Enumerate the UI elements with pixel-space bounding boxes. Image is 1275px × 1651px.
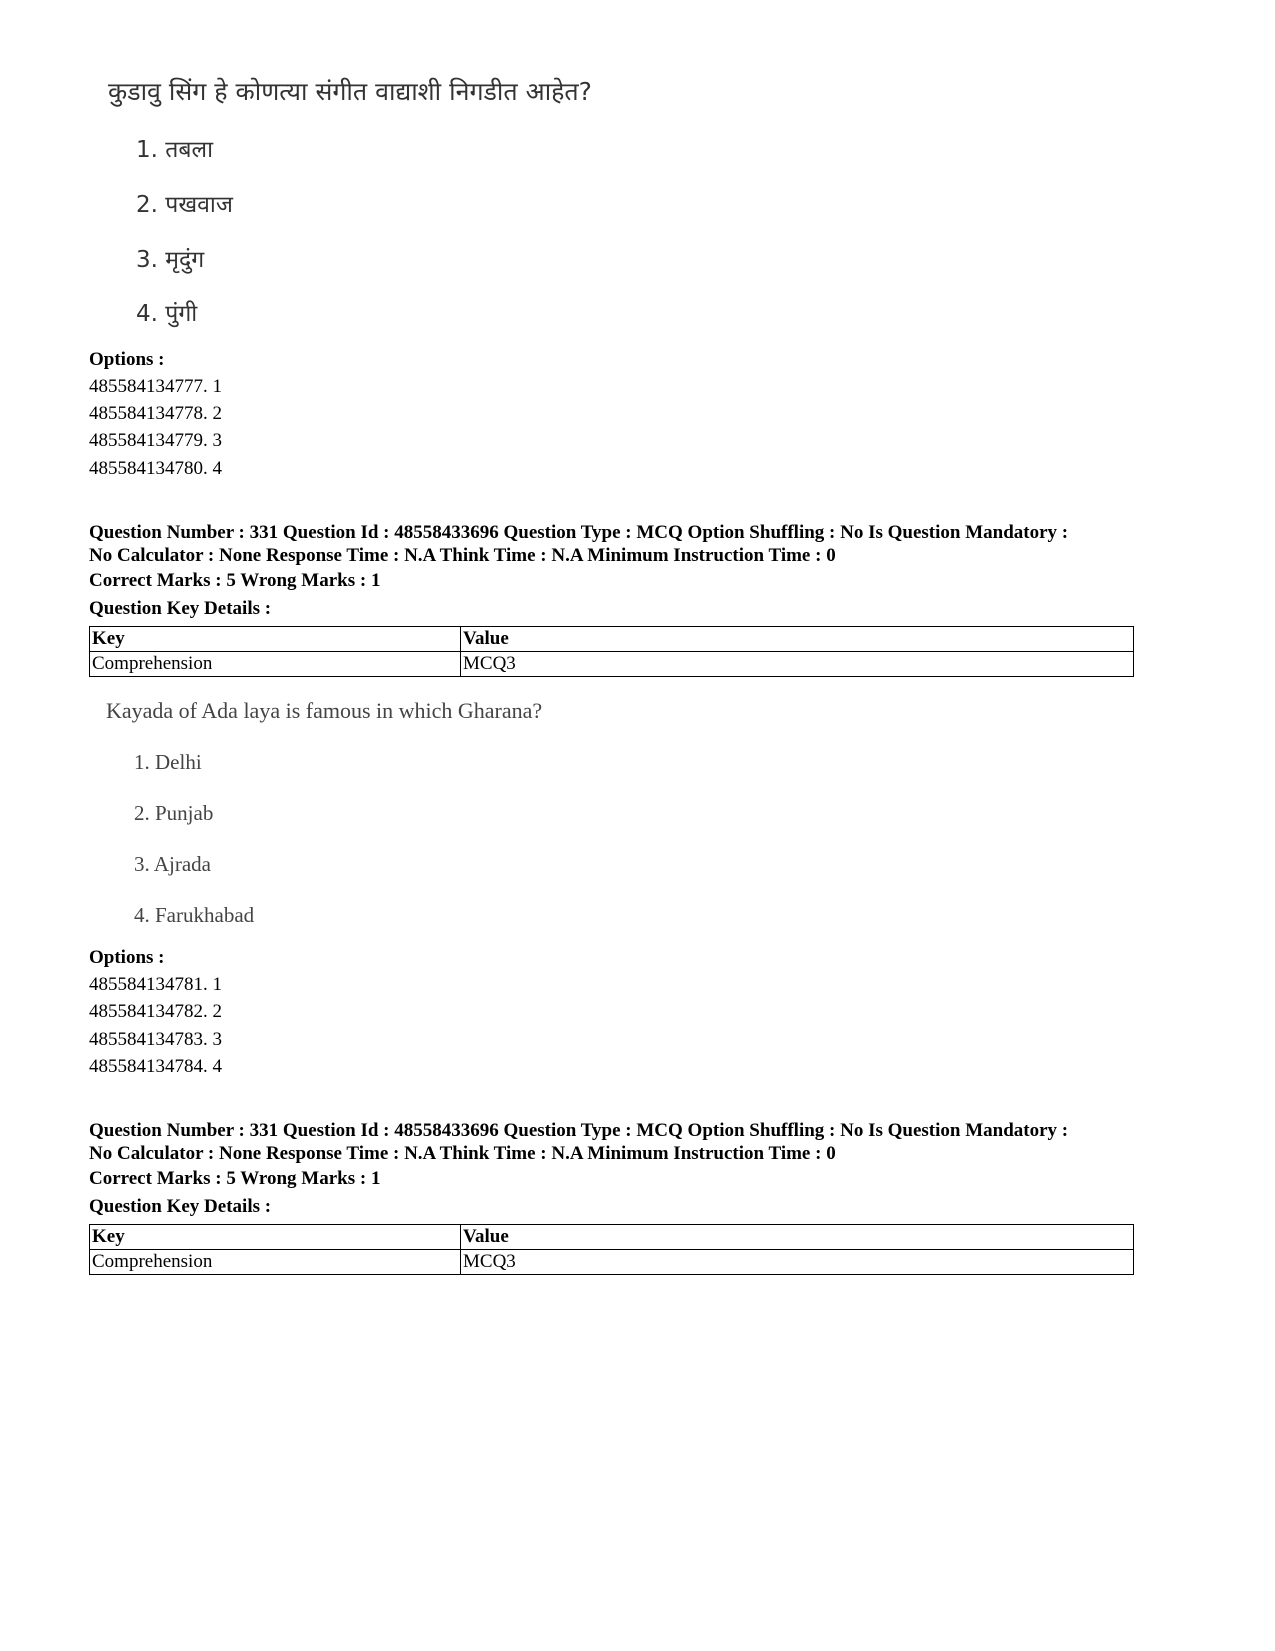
key-cell: Comprehension (90, 652, 461, 677)
option-line: 485584134784. 4 (89, 1056, 222, 1077)
question-meta (89, 521, 1189, 567)
choice-3: 3. मृदुंग (136, 247, 205, 273)
options-heading: Options : (89, 349, 165, 370)
value-cell: MCQ3 (461, 1250, 1134, 1275)
key-table (89, 626, 1134, 677)
option-line: 485584134782. 2 (89, 1001, 222, 1022)
question-meta (89, 1119, 1189, 1165)
marks-line: Correct Marks : 5 Wrong Marks : 1 (89, 570, 381, 591)
meta-line-1: Question Number : 331 Question Id : 48558433696 Question Type : MCQ Option Shuffling : No Is Question Mandatory : (89, 1120, 1069, 1141)
value-cell: MCQ3 (461, 652, 1134, 677)
question-text: Kayada of Ada laya is famous in which Gharana? (106, 698, 543, 723)
question-image-2 (106, 698, 666, 933)
option-line: 485584134780. 4 (89, 458, 222, 479)
value-header: Value (461, 1225, 1134, 1250)
option-line: 485584134777. 1 (89, 376, 222, 397)
options-heading: Options : (89, 947, 165, 968)
key-cell: Comprehension (90, 1250, 461, 1275)
key-table (89, 1224, 1134, 1275)
meta-line-1: Question Number : 331 Question Id : 48558433696 Question Type : MCQ Option Shuffling : No Is Question Mandatory : (89, 522, 1069, 543)
choice-1: 1. Delhi (134, 750, 202, 774)
choice-1: 1. तबला (136, 137, 214, 163)
meta-line-2: No Calculator : None Response Time : N.A Think Time : N.A Minimum Instruction Time : 0 (89, 545, 836, 566)
key-header: Key (90, 1225, 461, 1250)
choice-2: 2. Punjab (134, 801, 214, 825)
question-image-1 (108, 74, 668, 344)
choice-3: 3. Ajrada (134, 852, 211, 876)
marks-line: Correct Marks : 5 Wrong Marks : 1 (89, 1168, 381, 1189)
question-text: कुडावु सिंग हे कोणत्या संगीत वाद्याशी निगडीत आहेत? (108, 77, 592, 106)
option-line: 485584134781. 1 (89, 974, 222, 995)
option-line: 485584134783. 3 (89, 1029, 222, 1050)
key-details-heading: Question Key Details : (89, 598, 272, 619)
value-header: Value (461, 627, 1134, 652)
choice-4: 4. पुंगी (136, 301, 198, 327)
meta-line-2: No Calculator : None Response Time : N.A Think Time : N.A Minimum Instruction Time : 0 (89, 1143, 836, 1164)
choice-2: 2. पखवाज (136, 192, 233, 218)
key-details-heading: Question Key Details : (89, 1196, 272, 1217)
option-line: 485584134778. 2 (89, 403, 222, 424)
choice-4: 4. Farukhabad (134, 903, 255, 927)
key-header: Key (90, 627, 461, 652)
option-line: 485584134779. 3 (89, 430, 222, 451)
